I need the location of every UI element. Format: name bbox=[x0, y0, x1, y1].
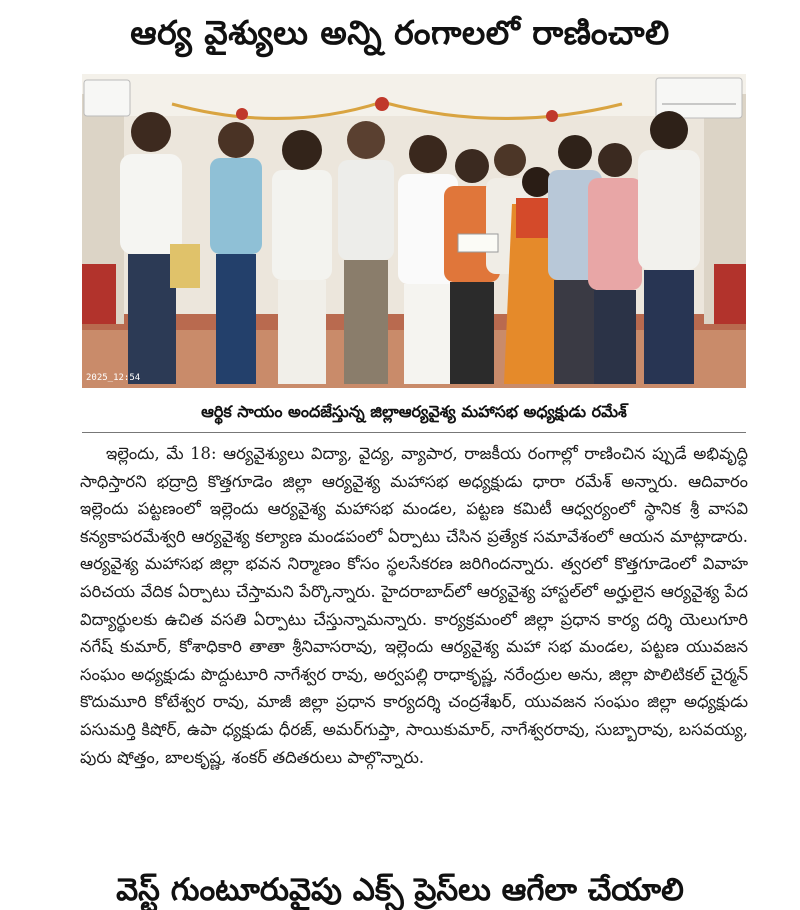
caption-divider bbox=[82, 432, 746, 433]
article-body: ఇల్లెందు, మే 18: ఆర్యవైశ్యులు విద్యా, వైద్య, వ్యాపార, రాజకీయ రంగాల్లో రాణించిన ప్పుడే అభివృద్ధి సాధిస్తారని భద్రాద్రి కొత్తగూడెం జిల్లా ఆర్యవైశ్య మహాసభ అధ్యక్షుడు ధారా రమేశ్ అన్నారు. ఆదివారం ఇల్లెందు పట్టణంలో ఇల్లెందు ఆర్యవైశ్య మహాసభ మండల, పట్టణ కమిటీ ఆధ్వర్యంలో స్థానిక శ్రీ వాసవి కన్యకాపరమేశ్వరి ఆర్యవైశ్య కల్యాణ మండపంలో ఏర్పాటు చేసిన ప్రత్యేక సమావేశంలో ఆయన మాట్లాడారు. ఆర్యవైశ్య మహాసభ జిల్లా భవన నిర్మాణం కోసం స్థలసేకరణ జరిగిందన్నారు. త్వరలో కొత్తగూడెంలో వివాహ పరిచయ వేదిక ఏర్పాటు చేస్తామని పేర్కొన్నారు. హైదరాబాద్‌లో ఆర్యవైశ్య హాస్టల్‌లో అర్హులైన ఆర్యవైశ్య పేద విద్యార్థులకు ఉచిత వసతి ఏర్పాటు చేస్తున్నామన్నారు. కార్యక్రమంలో జిల్లా ప్రధాన కార్య దర్శి యెలుగూరి నగేష్ కుమార్, కోశాధికారి తాతా శ్రీనివాసరావు, ఇల్లెందు ఆర్యవైశ్య మహా సభ మండల, పట్టణ యువజన సంఘం అధ్యక్షుడు పొద్దుటూరి నాగేశ్వర రావు, అర్వపల్లి రాధాకృష్ణ, నరేంద్రుల అను, జిల్లా పొలిటికల్ చైర్మన్ కొదుమూరి కోటేశ్వర రావు, మాజీ జిల్లా ప్రధాన కార్యదర్శి చంద్రశేఖర్, యువజన సంఘం జిల్లా అధ్యక్షుడు పసుమర్తి కిషోర్, ఉపా ధ్యక్షుడు ధీరజ్, అమర్‌గుప్తా, సాయికుమార్, నాగేశ్వరరావు, సుబ్బారావు, బసవయ్య, పురు షోత్తం, బాలకృష్ణ, శంకర్ తదితరులు పాల్గొన్నారు. bbox=[80, 444, 748, 767]
article-headline: ఆర్య వైశ్యులు అన్ని రంగాలలో రాణించాలి bbox=[130, 13, 670, 52]
article-photo bbox=[82, 74, 746, 388]
next-article-headline: వెస్ట్ గుంటూరువైపు ఎక్స్ ప్రెస్‌లు ఆగేలా చేయాలి bbox=[116, 872, 684, 908]
photo-timestamp: 2025_12:54 bbox=[86, 373, 141, 383]
photo-caption: ఆర్థిక సాయం అందజేస్తున్న జిల్లాఆర్యవైశ్య మహాసభ అధ్యక్షుడు రమేశ్ bbox=[201, 402, 627, 421]
